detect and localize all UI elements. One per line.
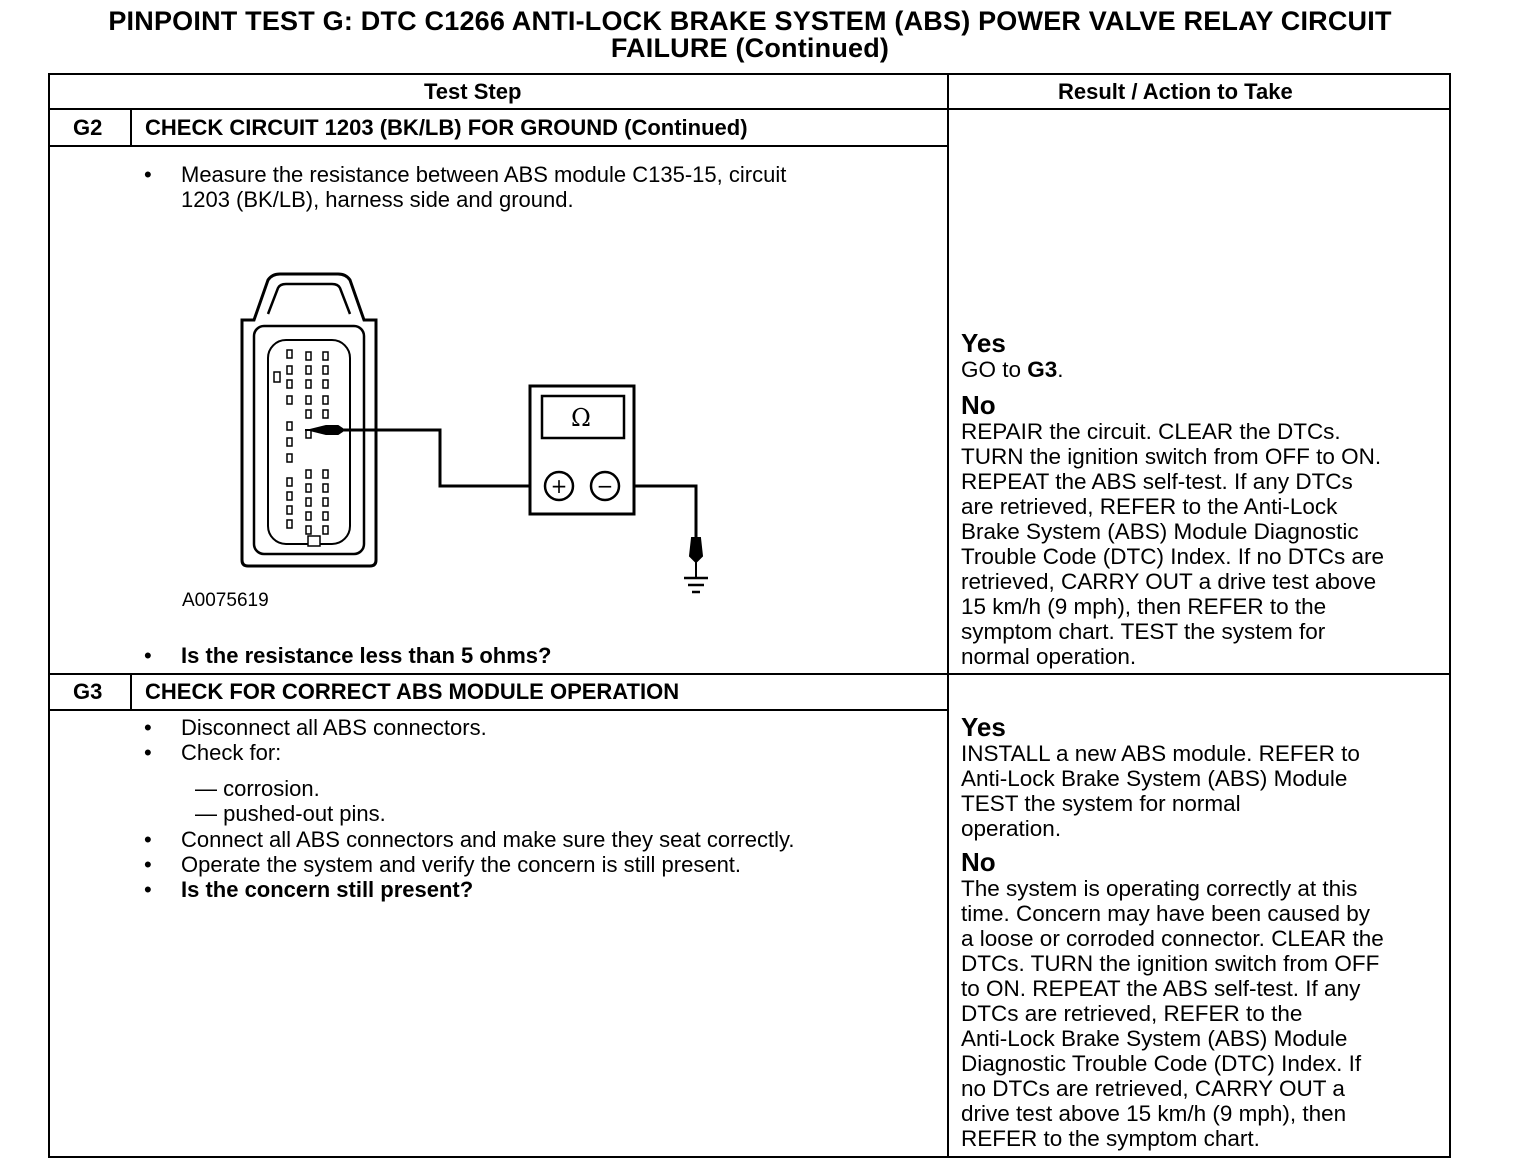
g3-step-check-for: Check for: <box>181 740 282 765</box>
g3-no-line: Anti-Lock Brake System (ABS) Module <box>961 1026 1348 1051</box>
g2-no-line: normal operation. <box>961 644 1137 669</box>
g2-yes-label: Yes <box>961 328 1006 358</box>
g3-yes-line: operation. <box>961 816 1062 841</box>
g2-question: Is the resistance less than 5 ohms? <box>181 643 552 668</box>
g2-no-line: retrieved, CARRY OUT a drive test above <box>961 569 1377 594</box>
g2-no-line: REPAIR the circuit. CLEAR the DTCs. <box>961 419 1341 444</box>
g3-yes-label: Yes <box>961 712 1006 742</box>
g3-no-line: a loose or corroded connector. CLEAR the <box>961 926 1384 951</box>
g3-bullet: • <box>144 852 152 877</box>
g3-no-line: time. Concern may have been caused by <box>961 901 1370 926</box>
g3-step-id: G3 <box>73 679 103 704</box>
g3-step-operate: Operate the system and verify the concern is still present. <box>181 852 742 877</box>
g3-no-line: DTCs are retrieved, REFER to the <box>961 1001 1303 1026</box>
g3-result <box>961 714 1384 1151</box>
g2-id-divider <box>130 108 132 147</box>
g2-g3-divider <box>48 673 1451 675</box>
ohm-symbol: Ω <box>571 404 591 432</box>
g2-no-line: REPEAT the ABS self-test. If any DTCs <box>961 469 1353 494</box>
g3-yes-line: INSTALL a new ABS module. REFER to <box>961 741 1360 766</box>
g3-heading: CHECK FOR CORRECT ABS MODULE OPERATION <box>145 679 680 704</box>
title-line-2: FAILURE (Continued) <box>610 33 890 63</box>
g3-no-line: REFER to the symptom chart. <box>961 1126 1260 1151</box>
minus-symbol: − <box>596 474 614 498</box>
header-divider <box>48 108 1451 110</box>
plus-symbol: + <box>550 474 568 498</box>
table-top-border <box>48 73 1451 75</box>
table-bottom-border <box>48 1156 1451 1158</box>
g2-step-id: G2 <box>73 115 103 140</box>
g3-no-line: no DTCs are retrieved, CARRY OUT a <box>961 1076 1345 1101</box>
ground-probe <box>690 538 702 578</box>
g2-no-line: 15 km/h (9 mph), then REFER to the <box>961 594 1327 619</box>
g2-yes-text: GO to G3. <box>961 357 1064 382</box>
g3-no-line: DTCs. TURN the ignition switch from OFF <box>961 951 1380 976</box>
g2-heading-divider <box>48 145 949 147</box>
g2-no-line: symptom chart. TEST the system for <box>961 619 1326 644</box>
g3-bullet: • <box>144 827 152 852</box>
g2-no-line: TURN the ignition switch from OFF to ON. <box>961 444 1382 469</box>
g3-yes-line: Anti-Lock Brake System (ABS) Module <box>961 766 1348 791</box>
g3-bullet: • <box>144 715 152 740</box>
g2-no-line: Trouble Code (DTC) Index. If no DTCs are <box>961 544 1385 569</box>
meter-leads <box>344 430 696 538</box>
table-right-border <box>1449 73 1451 1158</box>
g2-step-text-line-2: 1203 (BK/LB), harness side and ground. <box>181 187 574 212</box>
g2-no-line: Brake System (ABS) Module Diagnostic <box>961 519 1359 544</box>
g3-question: Is the concern still present? <box>181 877 474 902</box>
g2-heading: CHECK CIRCUIT 1203 (BK/LB) FOR GROUND (Continued) <box>145 115 748 140</box>
table-left-border <box>48 73 50 1158</box>
g3-subitem-pushed-out-pins: — pushed-out pins. <box>195 801 386 826</box>
g3-bullet: • <box>144 740 152 765</box>
column-divider <box>947 73 949 1158</box>
g2-no-label: No <box>961 390 996 420</box>
figure-id: A0075619 <box>182 590 269 611</box>
g3-no-line: Diagnostic Trouble Code (DTC) Index. If <box>961 1051 1362 1076</box>
g3-no-line: The system is operating correctly at this <box>961 876 1358 901</box>
g2-step-text-line-1: Measure the resistance between ABS module C135-15, circuit <box>181 162 787 187</box>
connector-latch <box>268 284 350 314</box>
g3-no-line: to ON. REPEAT the ABS self-test. If any <box>961 976 1361 1001</box>
g3-heading-divider <box>48 709 949 711</box>
column-header-test-step: Test Step <box>424 79 522 104</box>
g3-step-disconnect: Disconnect all ABS connectors. <box>181 715 487 740</box>
connector-housing <box>242 274 376 566</box>
ground-icon <box>684 578 708 592</box>
g3-step-connect: Connect all ABS connectors and make sure they seat correctly. <box>181 827 795 852</box>
column-header-result: Result / Action to Take <box>1058 79 1293 104</box>
g2-no-line: are retrieved, REFER to the Anti-Lock <box>961 494 1338 519</box>
g2-bullet-question: • <box>144 643 152 668</box>
connector-pins <box>274 350 328 546</box>
g3-bullet: • <box>144 877 152 902</box>
g3-yes-line: TEST the system for normal <box>961 791 1241 816</box>
title-line-1: PINPOINT TEST G: DTC C1266 ANTI-LOCK BRAKE SYSTEM (ABS) POWER VALVE RELAY CIRCUIT <box>108 6 1392 36</box>
g3-no-line: drive test above 15 km/h (9 mph), then <box>961 1101 1347 1126</box>
g3-id-divider <box>130 673 132 711</box>
g2-result <box>961 330 1384 669</box>
connector-ohmmeter-diagram <box>170 260 730 600</box>
g2-bullet-1: • <box>144 162 152 187</box>
g3-no-label: No <box>961 847 996 877</box>
g3-subitem-corrosion: — corrosion. <box>195 776 320 801</box>
g2-yes-target: G3 <box>1027 357 1058 382</box>
